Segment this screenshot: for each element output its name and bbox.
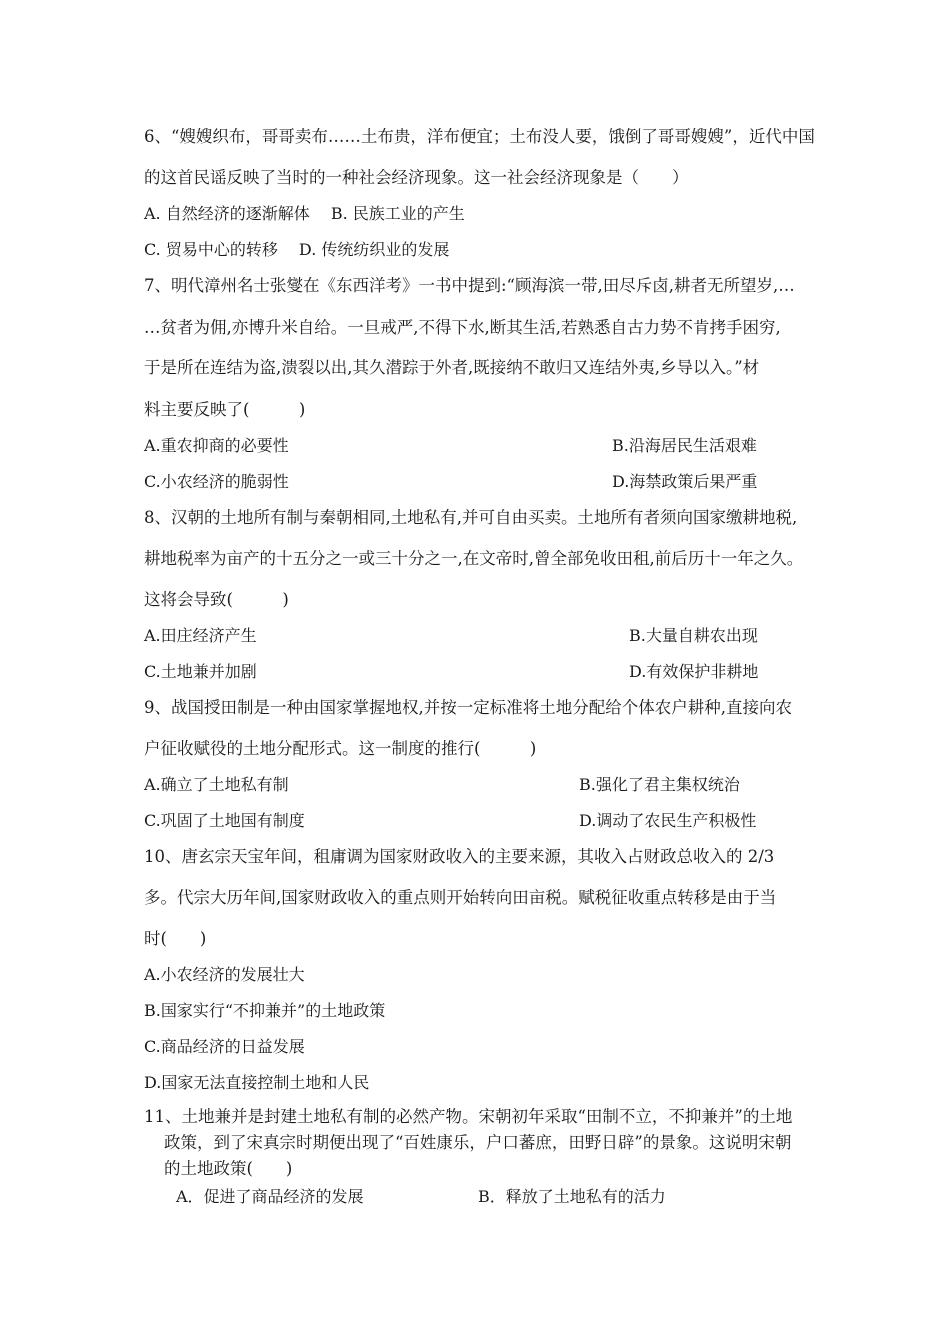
q10-stem-line-2: 多。代宗大历年间,国家财政收入的重点则开始转向田亩税。赋税征收重点转移是由于当	[144, 888, 777, 907]
q10-option-a: A.小农经济的发展壮大	[144, 965, 305, 984]
q11-stem-line-3: 的土地政策( )	[164, 1159, 293, 1178]
q8-option-d: D.有效保护非耕地	[629, 662, 759, 681]
q9-option-d: D.调动了农民生产积极性	[579, 811, 757, 830]
q8-option-b: B.大量自耕农出现	[629, 626, 758, 645]
q7-stem-line-1: 7、明代漳州名士张燮在《东西洋考》一书中提到:“顾海滨一带,田尽斥卤,耕者无所望岁,…	[144, 276, 795, 295]
q8-stem-line-1: 8、汉朝的土地所有制与秦朝相同,土地私有,并可自由买卖。土地所有者须向国家缴耕地税,	[144, 508, 798, 527]
q9-stem-line-2: 户征收赋役的土地分配形式。这一制度的推行( )	[144, 739, 537, 758]
q7-stem-line-3: 于是所在连结为盗,溃裂以出,其久潜踪于外者,既接纳不敢归又连结外夷,乡导以入。”材	[144, 358, 760, 377]
q7-option-a: A.重农抑商的必要性	[144, 436, 289, 455]
q11-option-a: A．促进了商品经济的发展	[176, 1187, 364, 1206]
q7-stem-line-2: …贫者为佣,亦博升米自给。一旦戒严,不得下水,断其生活,若熟悉自古力势不肯拷手困穷,	[144, 318, 781, 337]
q11-stem-line-2: 政策，到了宋真宗时期便出现了“百姓康乐，户口蕃庶，田野日辟”的景象。这说明宋朝	[164, 1133, 792, 1152]
q8-option-c: C.土地兼并加剧	[144, 662, 257, 681]
q11-stem-line-1: 11、土地兼并是封建土地私有制的必然产物。宋朝初年采取“田制不立，不抑兼并”的土地	[144, 1107, 793, 1126]
q6-stem-line-1: 6、“嫂嫂织布，哥哥卖布……土布贵，洋布便宜；土布没人要，饿倒了哥哥嫂嫂”，近代中国	[144, 127, 815, 146]
q10-option-b: B.国家实行“不抑兼并”的土地政策	[144, 1001, 386, 1020]
q9-option-c: C.巩固了土地国有制度	[144, 811, 305, 830]
q9-option-a: A.确立了土地私有制	[144, 775, 289, 794]
q8-stem-line-3: 这将会导致( )	[144, 590, 289, 609]
q11-option-b: B．释放了土地私有的活力	[478, 1187, 666, 1206]
q6-stem-line-2: 的这首民谣反映了当时的一种社会经济现象。这一社会经济现象是（ ）	[144, 168, 689, 187]
q10-stem-line-3: 时( )	[144, 929, 207, 948]
q6-options-row-2: C. 贸易中心的转移 D. 传统纺织业的发展	[144, 240, 450, 259]
q7-option-b: B.沿海居民生活艰难	[612, 436, 757, 455]
q10-option-d: D.国家无法直接控制土地和人民	[144, 1073, 370, 1092]
q10-option-c: C.商品经济的日益发展	[144, 1037, 305, 1056]
q8-option-a: A.田庄经济产生	[144, 626, 257, 645]
q9-option-b: B.强化了君主集权统治	[579, 775, 740, 794]
q7-option-c: C.小农经济的脆弱性	[144, 472, 289, 491]
q10-stem-line-1: 10、唐玄宗天宝年间，租庸调为国家财政收入的主要来源，其收入占财政总收入的 2/3	[144, 847, 775, 866]
q7-stem-line-4: 料主要反映了( )	[144, 400, 306, 419]
q6-options-row-1: A. 自然经济的逐渐解体 B. 民族工业的产生	[144, 204, 465, 223]
q7-option-d: D.海禁政策后果严重	[612, 472, 758, 491]
q9-stem-line-1: 9、战国授田制是一种由国家掌握地权,并按一定标准将土地分配给个体农户耕种,直接向农	[144, 698, 792, 717]
q8-stem-line-2: 耕地税率为亩产的十五分之一或三十分之一,在文帝时,曾全部免收田租,前后历十一年之久。	[144, 549, 804, 568]
